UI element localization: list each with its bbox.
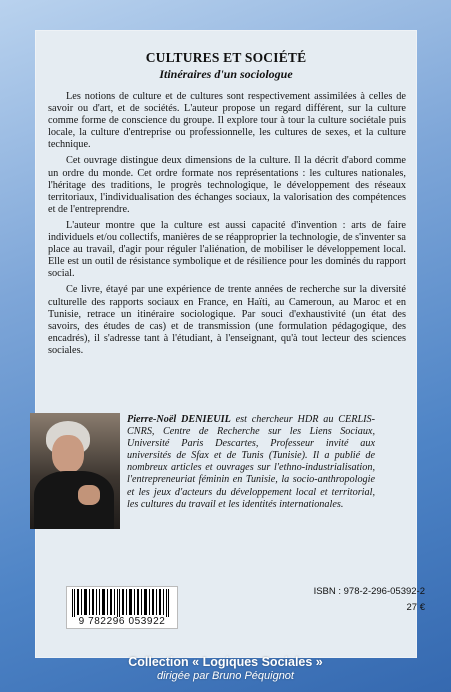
isbn: ISBN : 978-2-296-05392-2 [313, 586, 425, 597]
blurb-paragraph-4: Ce livre, étayé par une expérience de trente années de recherche sur la diversité culturelle des rapports sociaux en France, en Haïti, au Cameroun, au Maroc et en Tunisie, retrace un itinéraire sociologique. Par souci d'exhaustivité (un état des savoirs, des études de cas) et de transmission (une formulation pédagogique, des encadrés), il s'adresse tant à l'étudiant, à l'enseignant, qu'à tout lecteur des sciences sociales. [48, 284, 406, 356]
text-panel [35, 30, 417, 658]
barcode-bars [72, 589, 172, 617]
barcode [66, 586, 178, 629]
collection-director: dirigée par Bruno Péquignot [157, 670, 294, 682]
book-title: CULTURES ET SOCIÉTÉ [145, 50, 307, 65]
blurb-paragraph-2: Cet ouvrage distingue deux dimensions de la culture. Il la décrit d'abord comme un ordre du monde. Cet ordre formate nos représentations : les cultures nationales, l'héritage des traditions, le progrès technologique, le développement des réseaux territoriaux, l'individualisation des échanges sociaux, la valorisation des compétences et de l'entreprendre. [48, 155, 406, 215]
author-photo [30, 413, 120, 529]
collection-name: Collection « Logiques Sociales » [128, 655, 323, 669]
author-photo-hand [78, 485, 100, 505]
blurb [48, 91, 406, 361]
author-name: Pierre-Noël DENIEUIL [127, 414, 231, 425]
author-bio [127, 414, 375, 511]
author-photo-face [52, 435, 84, 473]
author-bio-text: est chercheur HDR au CERLIS-CNRS, Centre de Recherche sur les Liens Sociaux, Université Paris Descartes, Professeur invité aux universités de Sfax et de Tunis (Tunisie). Il a publié de nombreux articles et ouvrages sur l'ethno-industrialisation, l'entrepreneuriat féminin en Tunisie, la socio-anthropologie et les jeux d'acteurs du développement local et territorial, les cultures du travail et les identités internationales. [127, 414, 375, 510]
blurb-paragraph-3: L'auteur montre que la culture est aussi capacité d'invention : arts de faire individuels et/ou collectifs, manières de se réapproprier la technologie, de s'inventer sa place au travail, d'agir pour réguler l'aliénation, de mobiliser le développement local. Elle est un outil de résistance symbolique et de résilience pour les dominés du rapport social. [48, 219, 406, 280]
price: 27 € [406, 602, 425, 613]
barcode-digits: 9 782296 053922 [78, 616, 166, 627]
author-photo-body [34, 471, 114, 529]
book-subtitle: Itinéraires d'un sociologue [159, 67, 293, 81]
blurb-paragraph-1: Les notions de culture et de cultures sont respectivement assimilées à celles de savoir ou d'art, et de sociétés. L'auteur propose un regard différent, sur la culture comme forme de conscience du groupe. Il explore tour à tour la culture sociétale puis locale, la culture d'entreprise ou professionnelle, les cultures de sexes, et la culture technique. [48, 91, 406, 151]
